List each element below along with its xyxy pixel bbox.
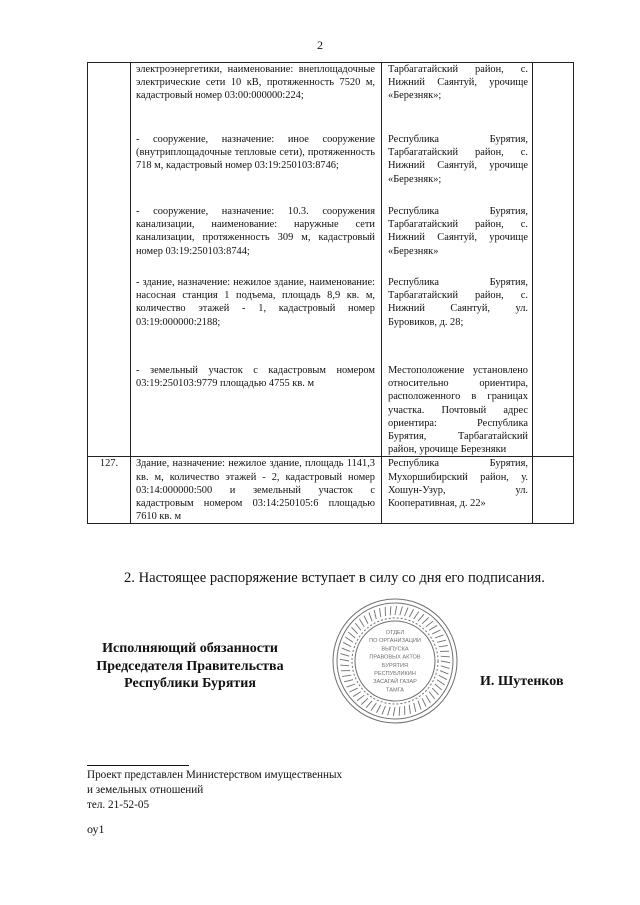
object-description: - здание, назначение: нежилое здание, наименование: насосная станция 1 подъема, площадь 8,9 кв. м, количество этажей - 1, кадастровый номер 03:19:000000:2188; — [136, 277, 375, 328]
stamp-inner-ring — [337, 603, 453, 719]
stamp-ring-lettering — [343, 642, 351, 646]
signature-title-line: Председателя Правительства — [96, 658, 284, 674]
stamp-ring-lettering — [437, 680, 445, 685]
stamp-ring-lettering — [342, 648, 350, 651]
stamp-ring-lettering — [426, 621, 433, 627]
object-description: Здание, назначение: нежилое здание, площадь 1141,3 кв. м, количество этажей - 2, кадастровый номер 03:14:000000:500 и земельный участок с кадастровым номером 03:14:250105:6 площадью 7610 кв. м — [136, 458, 375, 523]
stamp-ring-lettering — [345, 637, 353, 642]
stamp-text-line: ВЫПУСКА — [381, 646, 409, 653]
stamp-ring-lettering — [351, 627, 357, 634]
table-row — [88, 63, 574, 457]
object-location-cell — [382, 63, 533, 457]
stamp-ring-lettering — [437, 640, 446, 642]
stamp-ring-lettering — [390, 606, 391, 615]
stamp-ring-lettering — [418, 614, 424, 621]
stamp-ring-lettering — [405, 608, 408, 616]
stamp-text-line: ОТДЕЛ — [385, 630, 405, 636]
footnote-line: Проект представлен Министерством имущественных — [87, 769, 343, 781]
stamp-ring-lettering — [347, 684, 356, 687]
stamp-text-line: ПРАВОВЫХ АКТОВ — [369, 654, 421, 661]
stamp-ring-lettering — [418, 701, 421, 710]
stamp-ring-lettering — [366, 701, 372, 708]
page-number: 2 — [317, 38, 323, 52]
footnote-line: и земельных отношений — [87, 784, 204, 796]
official-stamp — [330, 596, 460, 726]
empty-cell — [533, 457, 574, 524]
stamp-ring-lettering — [422, 617, 429, 623]
stamp-ring-lettering — [414, 611, 419, 619]
stamp-ring-lettering — [348, 632, 355, 638]
object-location: Местоположение установлено относительно ориентира, расположенного в границах участка. Почтовый адрес ориентира: Республика Бурятия, Тарбагатайский район, урочище Березняки — [388, 365, 528, 456]
stamp-text-line: БУРЯТИЯ — [381, 662, 409, 669]
footnote-line: тел. 21-52-05 — [87, 799, 150, 811]
property-table — [87, 62, 574, 524]
stamp-ring-lettering — [388, 707, 391, 716]
stamp-ring-lettering — [344, 680, 353, 682]
stamp-ring-lettering — [439, 675, 447, 679]
object-description-cell — [131, 457, 382, 524]
executor-initials: оу1 — [87, 822, 105, 836]
stamp-ring-lettering — [369, 613, 372, 622]
stamp-ring-lettering — [350, 688, 358, 692]
stamp-ring-lettering — [340, 654, 349, 657]
object-location: Республика Бурятия, Тарбагатайский район, с. Нижний Саянтуй, ул. Буровиков, д. 28; — [388, 277, 528, 328]
signature-title-line: Республики Бурятия — [124, 676, 256, 691]
stamp-ring-lettering — [399, 707, 400, 716]
stamp-ring-lettering — [376, 705, 380, 713]
empty-cell — [533, 63, 574, 457]
object-description: - сооружение, назначение: 10.3. сооружения канализации, наименование: наружные сети канализации, протяженность 309 м, кадастровый номер 03:19:250103:8744; — [136, 206, 375, 257]
stamp-ring-lettering — [409, 609, 413, 617]
row-number — [88, 63, 131, 457]
stamp-ring-lettering — [359, 619, 364, 627]
stamp-ring-lettering — [441, 666, 450, 669]
clause-text: 2. Настоящее распоряжение вступает в силу со дня его подписания. — [124, 570, 545, 586]
stamp-ring-lettering — [371, 703, 376, 711]
row-number: 127. — [88, 457, 131, 524]
stamp-ring-lettering — [441, 661, 450, 663]
stamp-ring-lettering — [353, 692, 361, 697]
footnote-divider — [87, 765, 189, 766]
object-description: - сооружение, назначение: иное сооружение (внутриплощадочные тепловые сети), протяженность 718 м, кадастровый номер 03:19:250103:8746; — [136, 134, 375, 172]
object-location: Республика Бурятия, Мухоршибирский район, у. Хошун-Узур, ул. Кооперативная, д. 22» — [388, 458, 528, 510]
stamp-ring-lettering — [393, 707, 395, 716]
stamp-ring-lettering — [432, 688, 438, 695]
stamp-ring-lettering — [409, 705, 410, 714]
object-location: Республика Бурятия, Тарбагатайский район, с. Нижний Саянтуй, урочище «Березняк» — [388, 206, 528, 257]
object-description: электроэнергетики, наименование: внеплощадочные электрические сети 10 кВ, протяженность 7520 м, кадастровый номер 03:00:000000:224; — [136, 64, 375, 102]
stamp-text-line: ПО ОРГАНИЗАЦИИ — [369, 638, 421, 645]
object-description-cell — [131, 63, 382, 457]
stamp-ring-lettering — [435, 635, 444, 638]
stamp-ring-lettering — [340, 665, 349, 666]
stamp-ring-lettering — [422, 698, 426, 706]
stamp-ring-lettering — [414, 703, 416, 712]
stamp-ring-lettering — [400, 606, 403, 615]
signature-title — [84, 640, 296, 693]
stamp-text-line: ТАМГА — [385, 687, 405, 694]
signature-title-line: Исполняющий обязанности — [102, 641, 278, 656]
stamp-ring-lettering — [429, 625, 437, 630]
stamp-ring-lettering — [357, 695, 364, 701]
footnote — [87, 768, 342, 813]
object-location-cell — [382, 457, 533, 524]
stamp-ring-lettering — [361, 698, 368, 704]
stamp-text-line: ЗАСАГАЙ ГАЗАР — [373, 679, 417, 686]
signatory-name: И. Шутенков — [480, 674, 564, 689]
stamp-ring-lettering — [440, 671, 448, 674]
stamp-ring-lettering — [426, 695, 431, 703]
stamp-ring-lettering — [374, 610, 376, 619]
stamp-ring-lettering — [380, 608, 381, 617]
object-description: - земельный участок с кадастровым номером 03:19:250103:9779 площадью 4755 кв. м — [136, 365, 375, 390]
table-row — [88, 457, 574, 524]
stamp-ring-lettering — [364, 616, 368, 624]
stamp-ring-lettering — [441, 656, 450, 657]
stamp-ring-lettering — [429, 692, 435, 699]
stamp-ring-lettering — [355, 623, 361, 630]
stamp-ring-lettering — [342, 675, 351, 676]
object-location: Республика Бурятия, Тарбагатайский район, с. Нижний Саянтуй, урочище «Березняк»; — [388, 134, 528, 185]
stamp-text-line: РЕСПУБЛИКИН — [374, 671, 416, 677]
stamp-ring-lettering — [439, 646, 448, 647]
stamp-ring-lettering — [432, 630, 440, 634]
stamp-ring-lettering — [395, 606, 397, 615]
object-location: Тарбагатайский район, с. Нижний Саянтуй, урочище «Березняк»; — [388, 64, 528, 102]
stamp-ring-lettering — [340, 659, 349, 661]
stamp-ring-lettering — [435, 684, 442, 690]
stamp-ring-lettering — [382, 706, 385, 714]
